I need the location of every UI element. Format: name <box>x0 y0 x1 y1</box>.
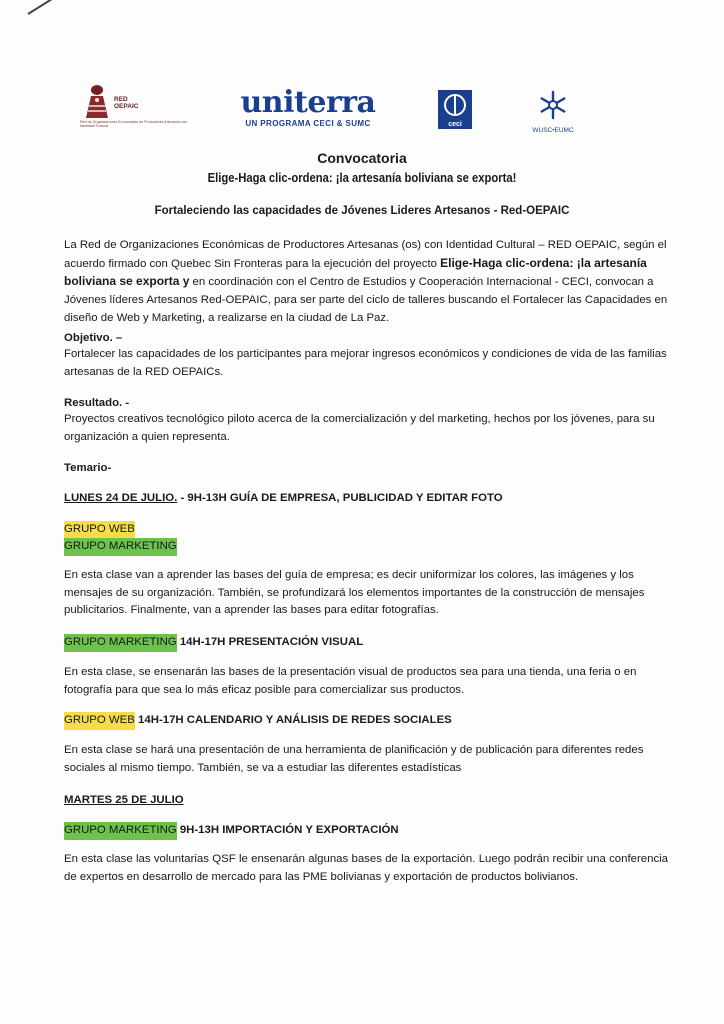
document-subtitle: Elige-Haga clic-ordena: ¡la artesanía boliviana se exporta! <box>207 171 517 185</box>
day1-session3-heading <box>64 712 668 730</box>
day1-date: LUNES 24 DE JULIO. <box>64 492 178 504</box>
section-title: Fortaleciendo las capacidades de Jóvenes Lideres Artesanos - Red-OEPAIC <box>154 205 570 217</box>
session-title: 14H-17H PRESENTACIÓN VISUAL <box>176 636 364 648</box>
resultado-text: Proyectos creativos tecnológico piloto acerca de la comercialización y del marketing, hechos por los jóvenes, para su organización a quien representa. <box>64 413 655 443</box>
day2-session1-heading <box>64 822 668 840</box>
group-web-badge: GRUPO WEB <box>64 712 135 730</box>
day1-group-web <box>64 521 668 539</box>
day2-date: MARTES 25 DE JULIO <box>64 794 184 806</box>
ceci-emblem-icon <box>438 90 472 120</box>
wusc-logo <box>528 90 578 134</box>
day1-desc1: En esta clase van a aprender las bases del guía de empresa; es decir uniformizar los colores, las imágenes y los mensajes de su organización. También, se profundizará los elementos importantes de la construcción de mensajes publicitarios. Finalmente, van a aprender las bases para editar fotografías. <box>64 569 645 617</box>
objetivo-text: Fortalecer las capacidades de los participantes para mejorar ingresos económicos y condiciones de vida de las familias artesanas de la RED OEPAICs. <box>64 348 667 378</box>
uniterra-logo <box>238 85 378 128</box>
snowflake-icon <box>538 90 568 120</box>
day2-desc1: En esta clase las voluntarias QSF le ensenarán algunas bases de la exportación. Luego podrán recibir una conferencia de expertos en desarrollo de mercado para las PME bolivianas y exportación de productos bolivianos. <box>64 853 668 883</box>
ceci-logo <box>438 90 472 130</box>
document-title: Convocatoria <box>317 150 407 166</box>
session-title: 14H-17H CALENDARIO Y ANÁLISIS DE REDES SOCIALES <box>134 714 452 726</box>
uniterra-name: uniterra <box>240 85 376 120</box>
group-marketing-badge: GRUPO MARKETING <box>64 634 177 652</box>
logo-row <box>62 82 662 142</box>
day1-group-marketing <box>64 538 668 556</box>
group-marketing-badge: GRUPO MARKETING <box>64 822 177 840</box>
day1-session2-heading <box>64 634 668 652</box>
intro-project-name: Elige-Haga clic-ordena: ¡la artesanía boliviana se exporta y <box>64 255 647 289</box>
temario-label: Temario- <box>64 462 112 474</box>
session-title: 9H-13H IMPORTACIÓN Y EXPORTACIÓN <box>176 824 399 836</box>
group-web-badge: GRUPO WEB <box>64 521 135 539</box>
day1-heading <box>64 490 668 508</box>
oepaic-subtitle: Red de Organizaciones Económicas de Productores Artesanos con Identidad Cultural <box>80 120 188 129</box>
oepaic-figure-icon <box>80 82 114 120</box>
scan-mark <box>27 0 64 15</box>
resultado-label: Resultado. - <box>64 397 130 409</box>
oepaic-name: RED OEPAIC <box>114 96 139 110</box>
oepaic-logo <box>80 82 188 132</box>
intro-text-1: La Red de Organizaciones Económicas de Productores Artesanas (os) con Identidad Cultural – RED OEPAIC, según el acuerdo firmado con Quebec Sin Fronteras para la ejecución del proyecto <box>64 239 667 270</box>
day1-session1-title: - 9H-13H GUÍA DE EMPRESA, PUBLICIDAD Y EDITAR FOTO <box>177 492 503 504</box>
wusc-label: WUSC•EUMC <box>532 127 574 134</box>
day2-heading <box>64 792 668 810</box>
objetivo-label: Objetivo. – <box>64 332 123 344</box>
ceci-label: ceci <box>438 120 472 129</box>
group-marketing-badge: GRUPO MARKETING <box>64 538 177 556</box>
day1-desc2: En esta clase, se ensenarán las bases de la presentación visual de productos sea para una tienda, una feria o en fotografía para que sea lo más eficaz posible para comercializar sus productos. <box>64 666 637 696</box>
uniterra-tagline: UN PROGRAMA CECI & SUMC <box>245 119 371 128</box>
intro-paragraph <box>64 237 668 328</box>
day1-desc3: En esta clase se hará una presentación de una herramienta de planificación y de publicación para diferentes redes sociales al mismo tiempo. También, se va a estudiar las diferentes estadísticas <box>64 744 644 774</box>
intro-text-2: en coordinación con el Centro de Estudios y Cooperación Internacional - CECI, convocan a Jóvenes líderes Artesanos Red-OEPAIC, para ser parte del ciclo de talleres buscando el Fortalecer las Capacidades en diseño de Web y Marketing, a realizarse en la ciudad de La Paz. <box>64 276 668 324</box>
